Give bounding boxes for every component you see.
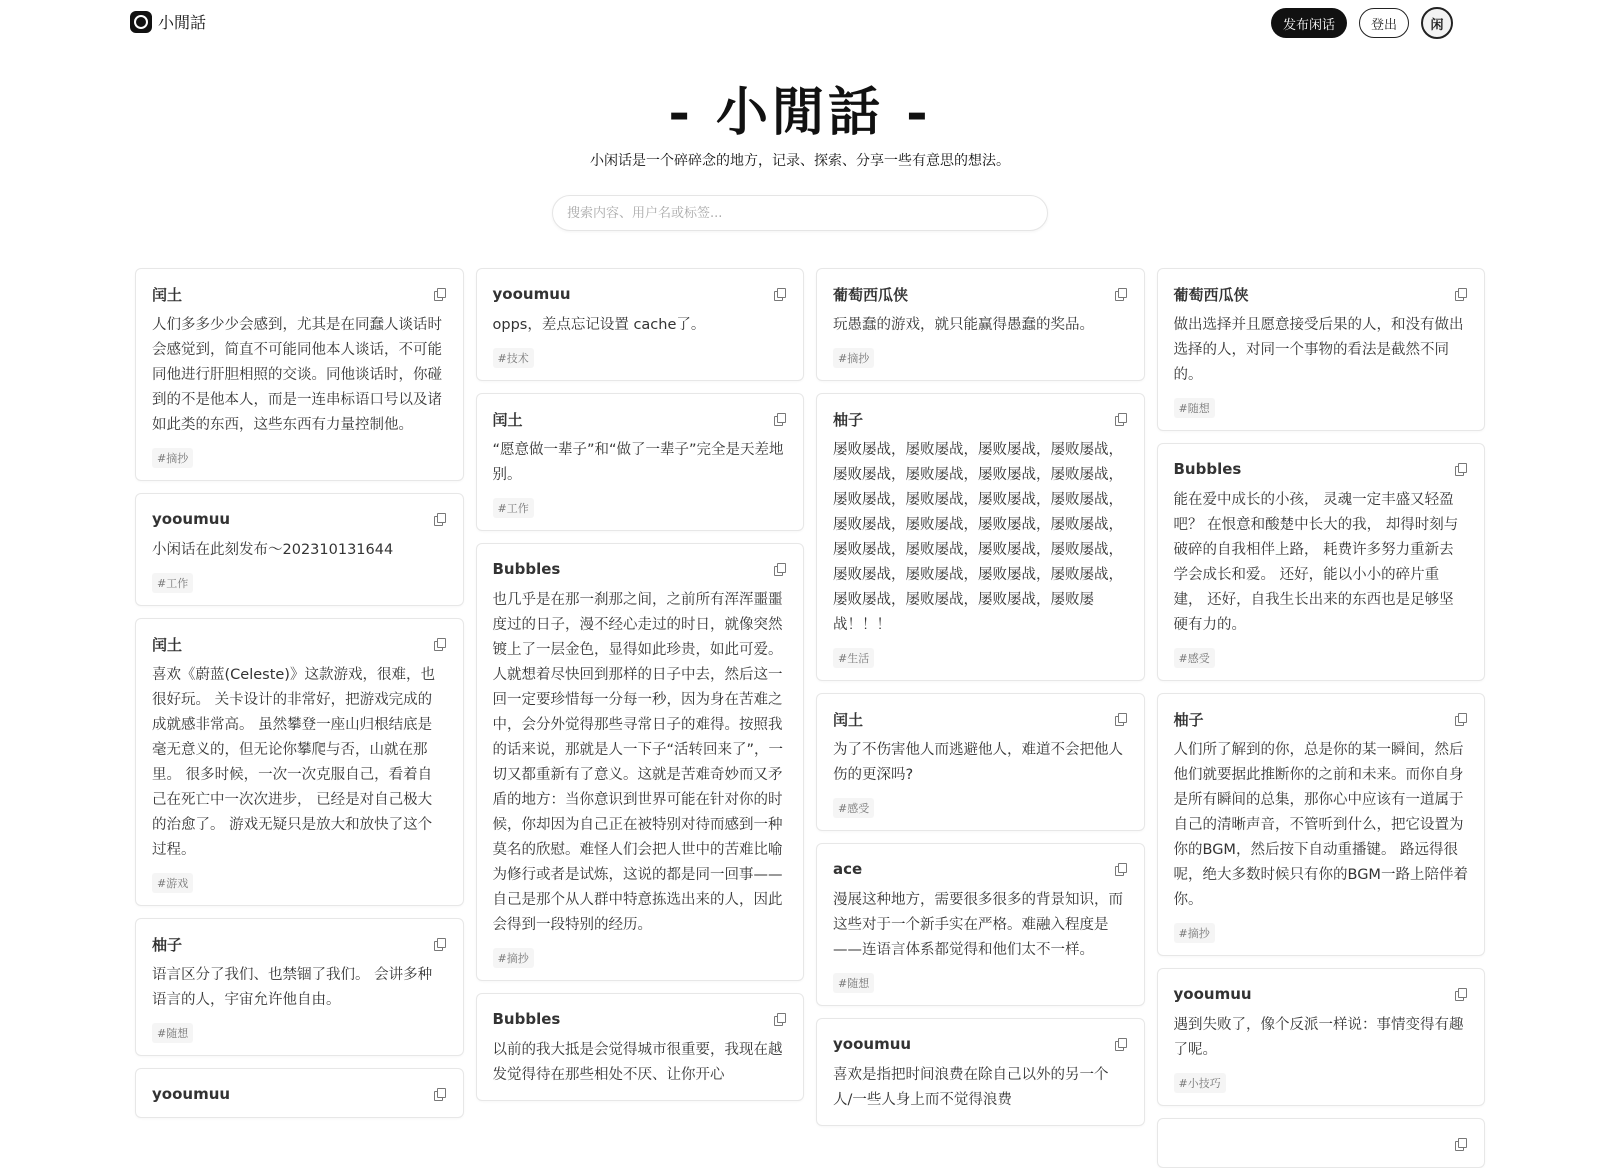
page-subtitle: 小闲话是一个碎碎念的地方，记录、探索、分享一些有意思的想法。: [590, 153, 1010, 169]
post-content: 漫展这种地方，需要很多很多的背景知识，而这些对于一个新手实在严格。难融入程度是——连语言体系都觉得和他们太不一样。: [833, 892, 1123, 958]
copy-icon[interactable]: [434, 938, 445, 950]
post-column: [476, 268, 805, 1101]
post-content: 能在爱中成长的小孩， 灵魂一定丰盛又轻盈吧？ 在恨意和酸楚中长大的我， 却得时刻与破碎的自我相伴上路， 耗费许多努力重新去学会成长和爱。 还好，能以小小的碎片重建， 还好，自我生长出来的东西也是足够坚硬有力的。: [1173, 492, 1459, 633]
post-card[interactable]: [1157, 968, 1486, 1106]
post-author[interactable]: 闰土: [152, 285, 183, 304]
post-content: 以前的我大抵是会觉得城市很重要，我现在越发觉得待在那些相处不厌、让你开心: [492, 1042, 783, 1083]
post-tag[interactable]: #随想: [1174, 398, 1215, 418]
post-header: [833, 1033, 1128, 1055]
post-author[interactable]: yooumuu: [1173, 985, 1252, 1003]
post-card[interactable]: [135, 493, 464, 606]
post-content: 语言区分了我们、也禁锢了我们。 会讲多种语言的人，宇宙允许他自由。: [152, 967, 433, 1008]
copy-icon[interactable]: [774, 1013, 785, 1025]
post-tag[interactable]: #摘抄: [152, 448, 193, 468]
post-card[interactable]: [135, 918, 464, 1056]
copy-icon[interactable]: [1115, 863, 1126, 875]
post-card[interactable]: [1157, 1118, 1486, 1168]
post-author[interactable]: 闰土: [152, 635, 183, 654]
post-card[interactable]: [816, 393, 1145, 681]
post-tag[interactable]: #工作: [152, 573, 193, 593]
post-tag[interactable]: #摘抄: [493, 948, 534, 968]
post-card[interactable]: [476, 393, 805, 531]
post-tag[interactable]: #摘抄: [833, 348, 874, 368]
copy-icon[interactable]: [1455, 713, 1466, 725]
copy-icon[interactable]: [434, 1088, 445, 1100]
post-content: 也几乎是在那一刹那之间，之前所有浑浑噩噩度过的日子，漫不经心走过的时日，就像突然镀上了一层金色，显得如此珍贵，如此可爱。人就想着尽快回到那样的日子中去，然后这一回一定要珍惜每一分每一秒，因为身在苦难之中，会分外觉得那些寻常日子的难得。按照我的话来说，那就是人一下子“活转回来了”，一切又都重新有了意义。这就是苦难奇妙而又矛盾的地方：当你意识到世界可能在针对你的时候，你却因为自己正在被特别对待而感到一种莫名的欣慰。难怪人们会把人世中的苦难比喻为修行或者是试炼，这说的都是同一回事——自己是那个从人群中特意拣选出来的人，因此会得到一段特别的经历。: [492, 592, 784, 933]
copy-icon[interactable]: [434, 513, 445, 525]
post-column: [135, 268, 464, 1118]
post-card[interactable]: [476, 993, 805, 1101]
logout-button[interactable]: 登出: [1359, 8, 1409, 38]
copy-icon[interactable]: [434, 288, 445, 300]
post-header: [1174, 983, 1469, 1005]
publish-button[interactable]: 发布闲话: [1271, 8, 1347, 38]
post-header: [833, 408, 1128, 430]
post-content: 喜欢是指把时间浪费在除自己以外的另一个人/一些人身上而不觉得浪费: [833, 1067, 1109, 1108]
post-card[interactable]: [135, 268, 464, 481]
post-tag[interactable]: #生活: [833, 648, 874, 668]
post-author[interactable]: yooumuu: [833, 1035, 912, 1053]
post-content: 人们多多少少会感到，尤其是在同蠢人谈话时会感觉到，简直不可能同他本人谈话，不可能同他进行肝胆相照的交谈。同他谈话时，你碰到的不是他本人，而是一连串标语口号以及诸如此类的东西，这些东西有力量控制他。: [152, 317, 442, 433]
copy-icon[interactable]: [774, 413, 785, 425]
header-actions: [1271, 7, 1453, 39]
top-bar: [0, 0, 1600, 50]
post-tag[interactable]: #小技巧: [1174, 1073, 1226, 1093]
post-tag[interactable]: #工作: [493, 498, 534, 518]
post-author[interactable]: Bubbles: [1173, 460, 1242, 478]
post-author[interactable]: 柚子: [1173, 710, 1204, 729]
post-card[interactable]: [1157, 443, 1486, 681]
avatar[interactable]: 闲: [1421, 7, 1453, 39]
post-author[interactable]: 葡萄西瓜侠: [1173, 285, 1249, 304]
brand-name: 小閒話: [158, 13, 207, 32]
copy-icon[interactable]: [1115, 288, 1126, 300]
post-header: [1174, 1133, 1469, 1155]
post-author[interactable]: 柚子: [152, 935, 183, 954]
copy-icon[interactable]: [434, 638, 445, 650]
post-author[interactable]: 闰土: [492, 410, 523, 429]
post-card[interactable]: [135, 1068, 464, 1118]
post-tag[interactable]: #游戏: [152, 873, 193, 893]
post-author[interactable]: yooumuu: [492, 285, 571, 303]
post-column: [816, 268, 1145, 1126]
post-header: [152, 933, 447, 955]
post-tag[interactable]: #感受: [1174, 648, 1215, 668]
post-header: [833, 283, 1128, 305]
post-card[interactable]: [816, 268, 1145, 381]
copy-icon[interactable]: [1115, 413, 1126, 425]
post-card[interactable]: [476, 268, 805, 381]
copy-icon[interactable]: [1455, 463, 1466, 475]
post-tag[interactable]: #摘抄: [1174, 923, 1215, 943]
post-content: 小闲话在此刻发布～202310131644: [152, 542, 394, 558]
copy-icon[interactable]: [1455, 1138, 1466, 1150]
post-author[interactable]: Bubbles: [492, 1010, 561, 1028]
post-content: 遇到失败了，像个反派一样说：事情变得有趣了呢。: [1173, 1017, 1464, 1058]
post-content: 玩愚蠢的游戏，就只能赢得愚蠢的奖品。: [833, 317, 1094, 333]
post-content: opps，差点忘记设置 cache了。: [492, 317, 706, 333]
post-tag[interactable]: #随想: [833, 973, 874, 993]
post-header: [1174, 458, 1469, 480]
post-header: [1174, 708, 1469, 730]
post-header: [833, 708, 1128, 730]
post-content: 做出选择并且愿意接受后果的人，和没有做出选择的人，对同一个事物的看法是截然不同的。: [1173, 317, 1464, 383]
copy-icon[interactable]: [1115, 1038, 1126, 1050]
post-content: 人们所了解到的你，总是你的某一瞬间，然后他们就要据此推断你的之前和未来。而你自身是所有瞬间的总集，那你心中应该有一道属于自己的清晰声音，不管听到什么，把它设置为你的BGM，然后按下自动重播键。 路远得很呢，绝大多数时候只有你的BGM一路上陪伴着你。: [1173, 742, 1468, 908]
post-header: [152, 508, 447, 530]
post-card[interactable]: [1157, 268, 1486, 431]
copy-icon[interactable]: [1115, 713, 1126, 725]
post-card[interactable]: [816, 693, 1145, 831]
copy-icon[interactable]: [774, 288, 785, 300]
post-content: 屡败屡战，屡败屡战，屡败屡战，屡败屡战，屡败屡战，屡败屡战，屡败屡战，屡败屡战，屡败屡战，屡败屡战，屡败屡战，屡败屡战，屡败屡战，屡败屡战，屡败屡战，屡败屡战，屡败屡战，屡败屡战，屡败屡战，屡败屡战，屡败屡战，屡败屡战，屡败屡战，屡败屡战，屡败屡战，屡败屡战，屡败屡战，屡败屡战！！！: [833, 442, 1123, 633]
post-header: [1174, 283, 1469, 305]
post-author[interactable]: yooumuu: [152, 1085, 231, 1103]
post-content: 为了不伤害他人而逃避他人，难道不会把他人伤的更深吗?: [833, 742, 1123, 783]
post-header: [493, 283, 788, 305]
post-card[interactable]: [135, 618, 464, 906]
post-tag[interactable]: #感受: [833, 798, 874, 818]
copy-icon[interactable]: [1455, 988, 1466, 1000]
post-author[interactable]: 葡萄西瓜侠: [833, 285, 909, 304]
post-author[interactable]: 柚子: [833, 410, 864, 429]
post-card[interactable]: [476, 543, 805, 981]
post-author[interactable]: ace: [833, 860, 863, 878]
post-content: “愿意做一辈子”和“做了一辈子”完全是天差地别。: [492, 442, 784, 483]
post-column: [1157, 268, 1486, 1168]
post-author[interactable]: 闰土: [833, 710, 864, 729]
search-input[interactable]: [552, 195, 1048, 231]
post-card[interactable]: [816, 1018, 1145, 1126]
post-header: [493, 558, 788, 580]
post-header: [152, 1083, 447, 1105]
page-title: - 小閒話 -: [668, 82, 932, 143]
copy-icon[interactable]: [774, 563, 785, 575]
post-grid: [135, 268, 1485, 1168]
post-header: [493, 408, 788, 430]
post-header: [493, 1008, 788, 1030]
post-tag[interactable]: #技术: [493, 348, 534, 368]
post-tag[interactable]: #随想: [152, 1023, 193, 1043]
copy-icon[interactable]: [1455, 288, 1466, 300]
post-card[interactable]: [1157, 693, 1486, 956]
post-author[interactable]: yooumuu: [152, 510, 231, 528]
post-content: 喜欢《蔚蓝(Celeste)》这款游戏，很难，也很好玩。 关卡设计的非常好，把游戏完成的成就感非常高。 虽然攀登一座山归根结底是毫无意义的，但无论你攀爬与否，山就在那里。 很多时候，一次一次克服自己，看着自己在死亡中一次次进步， 已经是对自己极大的治愈了。 游戏无疑只是放大和放快了这个过程。: [152, 667, 435, 858]
post-card[interactable]: [816, 843, 1145, 1006]
post-header: [152, 283, 447, 305]
post-header: [152, 633, 447, 655]
brand-logo-icon: [130, 11, 152, 33]
post-author[interactable]: Bubbles: [492, 560, 561, 578]
brand-link[interactable]: [130, 10, 206, 33]
post-header: [833, 858, 1128, 880]
